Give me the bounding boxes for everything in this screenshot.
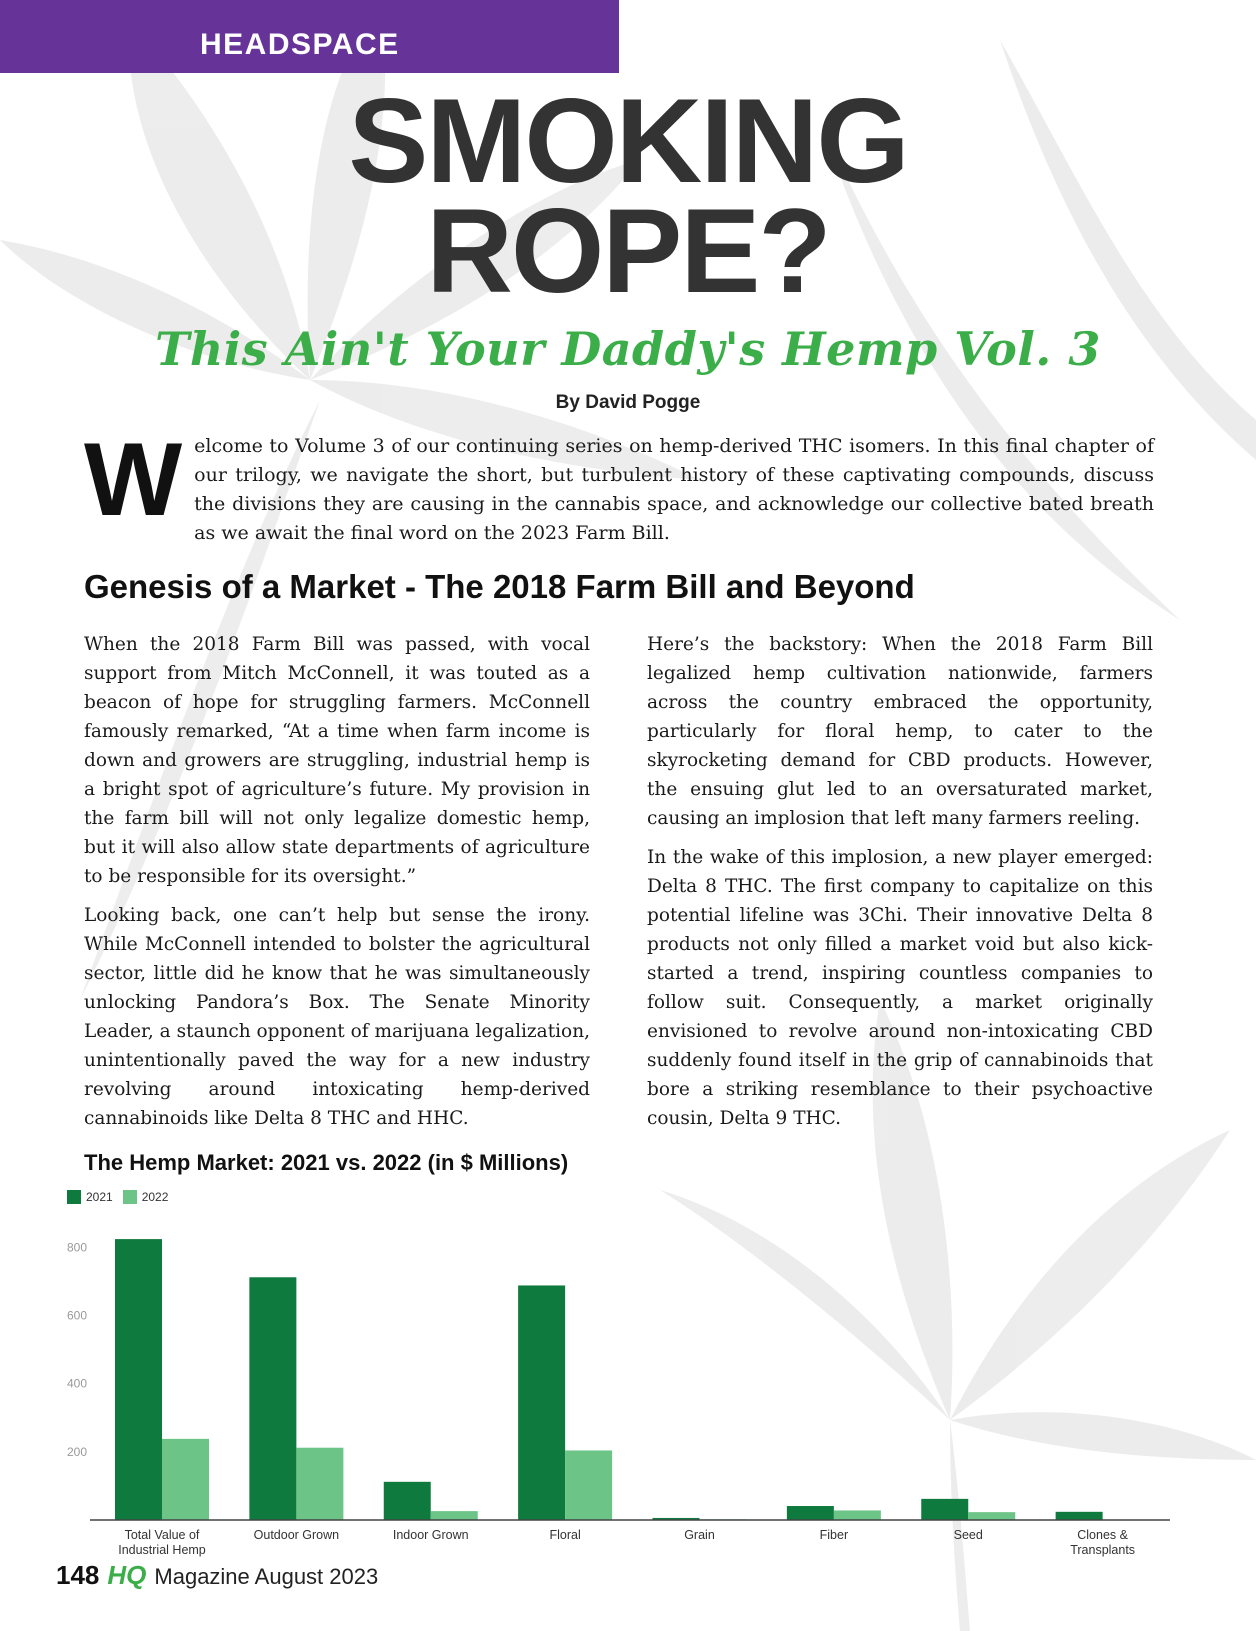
legend-swatch-2021 — [67, 1190, 81, 1204]
y-tick-label: 800 — [67, 1240, 88, 1255]
left-column — [84, 630, 590, 1143]
chart-legend — [67, 1190, 168, 1204]
bar-2021 — [787, 1506, 834, 1520]
bar-2021 — [115, 1239, 162, 1520]
section-band — [0, 0, 619, 73]
bar-2022 — [968, 1512, 1015, 1520]
legend-item-2021 — [67, 1190, 113, 1204]
legend-item-2022 — [123, 1190, 169, 1204]
headline — [0, 74, 1256, 318]
bar-2022 — [431, 1511, 478, 1520]
intro-text: elcome to Volume 3 of our continuing series on hemp-derived THC isomers. In this final chapter of our trilogy, we navigate the short, but turbulent history of these captivating compounds, discuss the divisions they are causing in the cannabis space, and acknowledge our collective bated breath as we await the final word on the 2023 Farm Bill. — [194, 435, 1154, 544]
y-tick-label: 200 — [67, 1444, 88, 1459]
paragraph: Here’s the backstory: When the 2018 Farm Bill legalized hemp cultivation nationwide, farmers across the country embraced the opportunity, particularly for floral hemp, to cater to the skyrocketing demand for CBD products. However, the ensuing glut led to an oversaturated market, causing an implosion that left many farmers reeling. — [647, 634, 1153, 829]
x-tick-label: Industrial Hemp — [118, 1543, 206, 1557]
paragraph: When the 2018 Farm Bill was passed, with vocal support from Mitch McConnell, it was touted as a beacon of hope for struggling farmers. McConnell famously remarked, “At a time when farm income is down and growers are struggling, industrial hemp is a bright spot of agriculture’s future. My provision in the farm bill will not only legalize domestic hemp, but it will also allow state departments of agriculture to be responsible for its oversight.” — [84, 634, 590, 887]
subtitle: This Ain't Your Daddy's Hemp Vol. 3 — [155, 322, 1101, 376]
chart-title: The Hemp Market: 2021 vs. 2022 (in $ Millions) — [84, 1150, 569, 1175]
bar-2021 — [249, 1277, 296, 1520]
legend-swatch-2022 — [123, 1190, 137, 1204]
bar-2021 — [1056, 1512, 1103, 1520]
publication-name: Magazine August 2023 — [154, 1564, 379, 1589]
drop-cap: W — [84, 422, 183, 538]
x-tick-label: Outdoor Grown — [253, 1528, 340, 1542]
headline-line-1: SMOKING — [348, 74, 908, 208]
bar-2021 — [384, 1482, 431, 1520]
bar-2021 — [518, 1285, 565, 1520]
x-tick-label: Floral — [549, 1528, 581, 1542]
x-tick-label: Indoor Grown — [392, 1528, 469, 1542]
y-tick-label: 400 — [67, 1376, 88, 1391]
page-number: 148 — [56, 1560, 100, 1590]
footer — [56, 1560, 378, 1591]
paragraph: In the wake of this implosion, a new player emerged: Delta 8 THC. The first company to capitalize on this potential lifeline was 3Chi. Their innovative Delta 8 products not only filled a market void but also kick-started a trend, inspiring countless companies to follow suit. Consequently, a market originally envisioned to revolve around non-intoxicating CBD suddenly found itself in the grip of cannabinoids that bore a striking resemblance to their psychoactive cousin, Delta 9 THC. — [647, 847, 1153, 1129]
paragraph: Looking back, one can’t help but sense the irony. While McConnell intended to bolster the agricultural sector, little did he know that he was simultaneously unlocking Pandora’s Box. The Senate Minority Leader, a staunch opponent of marijuana legalization, unintentionally paved the way for a new industry revolving around intoxicating hemp-derived cannabinoids like Delta 8 THC and HHC. — [84, 905, 590, 1129]
legend-label-2021: 2021 — [86, 1190, 113, 1204]
section-label: HEADSPACE — [200, 28, 400, 61]
x-tick-label: Grain — [684, 1528, 715, 1542]
y-tick-label: 600 — [67, 1308, 88, 1323]
section-heading: Genesis of a Market - The 2018 Farm Bill and Beyond — [84, 568, 915, 605]
x-tick-label: Fiber — [819, 1528, 849, 1542]
legend-label-2022: 2022 — [141, 1190, 169, 1204]
x-tick-label: Clones & — [1077, 1528, 1128, 1542]
bar-chart — [0, 1210, 1256, 1580]
right-column — [647, 630, 1153, 1143]
x-tick-label: Total Value of — [124, 1528, 200, 1542]
bar-2022 — [162, 1439, 209, 1520]
headline-line-2: ROPE? — [426, 184, 830, 318]
byline: By David Pogge — [555, 392, 701, 413]
bar-2021 — [921, 1499, 968, 1520]
x-tick-label: Seed — [953, 1528, 983, 1542]
bar-2022 — [296, 1448, 343, 1520]
bar-2022 — [565, 1450, 612, 1520]
bar-2022 — [834, 1510, 881, 1520]
intro-paragraph — [84, 422, 1154, 548]
hq-logo: HQ — [107, 1560, 147, 1590]
x-tick-label: Transplants — [1070, 1543, 1136, 1557]
